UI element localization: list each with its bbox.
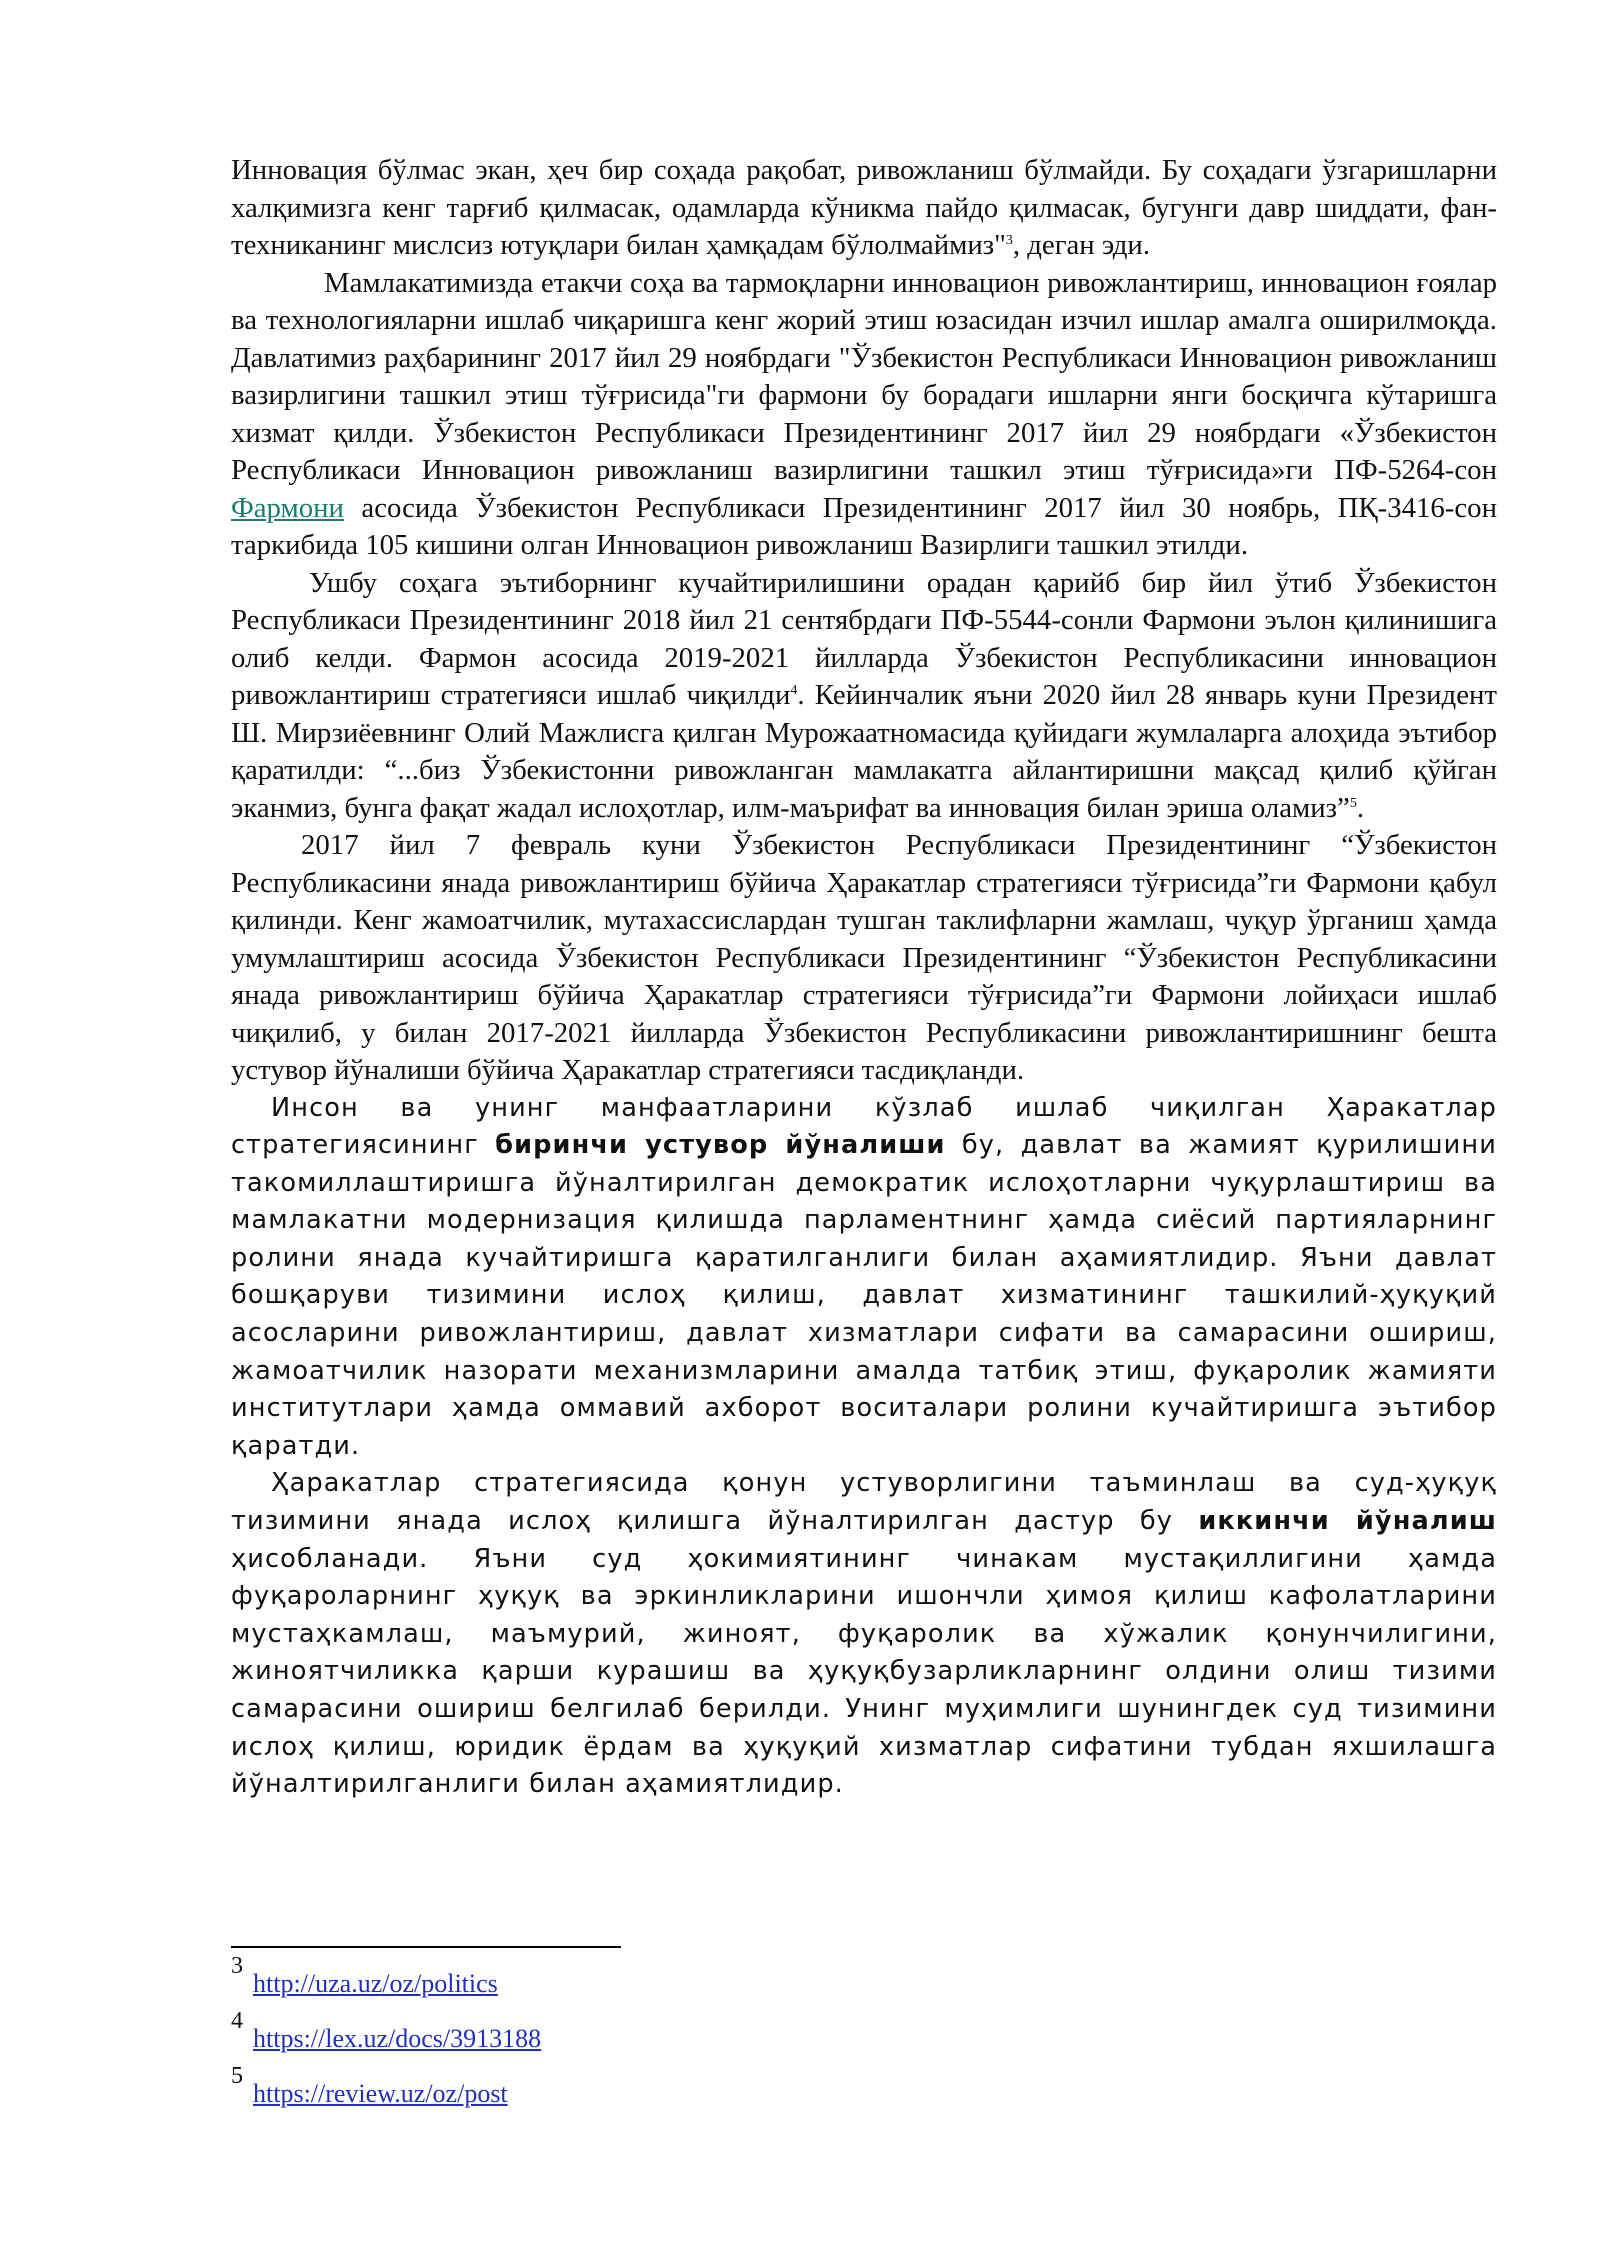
paragraph-text: Инсон ва унинг манфаатларини кўзлаб ишлаб чиқилган Ҳаракатлар стратегиясининг: [231, 1092, 1497, 1161]
paragraph-5: [231, 1090, 1497, 1466]
footnote-link[interactable]: https://lex.uz/docs/3913188: [253, 2024, 542, 2053]
footnote-link[interactable]: https://review.uz/oz/post: [253, 2079, 508, 2108]
decree-link[interactable]: Фармони: [231, 491, 344, 524]
paragraph-text: Ҳаракатлар стратегиясида қонун устуворлигини таъминлаш ва суд-ҳуқуқ тизимини янада ислоҳ қилишга йўналтирилган дастур бу: [231, 1468, 1497, 1537]
paragraph-text: , деган эди.: [1012, 229, 1151, 261]
paragraph-6: [231, 1465, 1497, 1803]
footnote-number: 4: [231, 2008, 243, 2034]
paragraph-text: бу, давлат ва жамият қурилишини такомиллаштиришга йўналтирилган демократик ислоҳотларни чуқурлаштириш ва мамлакатни модернизация қилишда парламентнинг ҳамда сиёсий партияларнинг ролини янада кучайтиришга қаратилганлиги билан аҳамиятлидир. Яъни давлат бошқаруви тизимини ислоҳ қилиш, давлат хизматининг ташкилий-ҳуқуқий асосларини ривожлантириш, давлат хизматлари сифати ва самарасини ошириш, жамоатчилик назорати механизмларини амалда татбиқ этиш, фуқаролик жамияти институтлари ҳамда оммавий ахборот воситалари ролини кучайтиришга эътибор қаратди.: [231, 1130, 1497, 1461]
paragraph-text: асосида Ўзбекистон Республикаси Президентининг 2017 йил 30 ноябрь, ПҚ-3416-сон таркибида 105 кишини олган Инновацион ривожланиш Вазирлиги ташкил этилди.: [231, 491, 1497, 561]
paragraph-text: Ушбу соҳага эътиборнинг кучайтирилишини орадан қарийб бир йил ўтиб Ўзбекистон Республикаси Президентининг 2018 йил 21 сентябрдаги ПФ-5544-сонли Фармони эълон қилинишига олиб келди. Фармон асосида 2019-2021 йилларда Ўзбекистон Республикасини инновацион ривожлантириш стратегияси ишлаб чиқилди: [231, 566, 1497, 711]
paragraph-4: [231, 827, 1497, 1090]
footnote-ref-3[interactable]: 3: [1005, 233, 1013, 248]
footnote-separator: [231, 1946, 621, 1948]
paragraph-text: ҳисобланади. Яъни суд ҳокимиятининг чинакам мустақиллигини ҳамда фуқароларнинг ҳуқуқ ва эркинликларини ишончли ҳимоя қилиш кафолатларини мустаҳкамлаш, маъмурий, жиноят, фуқаролик ва хўжалик қонунчилигини, жиноятчиликка қарши курашиш ва ҳуқуқбузарликларнинг олдини олиш тизими самарасини ошириш белгилаб берилди. Унинг муҳимлиги шунингдек суд тизимини ислоҳ қилиш, юридик ёрдам ва ҳуқуқий хизматлар сифатини тубдан яхшилашга йўналтирилганлиги билан аҳамиятлидир.: [231, 1543, 1497, 1800]
paragraph-text: .: [1356, 791, 1365, 824]
paragraph-2: [231, 265, 1497, 565]
paragraph-text: Мамлакатимизда етакчи соҳа ва тармоқларни инновацион ривожлантириш, инновацион ғоялар ва технологияларни ишлаб чиқаришга кенг жорий этиш юзасидан изчил ишлар амалга оширилмоқда. Давлатимиз раҳбарининг 2017 йил 29 ноябрдаги "Ўзбекистон Республикаси Инновацион ривожланиш вазирлигини ташкил этиш тўғрисида"ги фармони бу борадаги ишларни янги босқичга кўтаришга хизмат қилди. Ўзбекистон Республикаси Президентининг 2017 йил 29 ноябрдаги «Ўзбекистон Республикаси Инновацион ривожланиш вазирлигини ташкил этиш тўғрисида»ги ПФ-5264-сон: [231, 266, 1497, 486]
paragraph-text: Инновация бўлмас экан, ҳеч бир соҳада рақобат, ривожланиш бўлмайди. Бу соҳадаги ўзгаришларни халқимизга кенг тарғиб қилмасак, одамларда кўникма пайдо қилмасак, бугунги давр шиддати, фан-техниканинг мислсиз ютуқлари билан ҳамқадам бўлолмаймиз": [231, 154, 1497, 261]
footnote-number: 3: [231, 1953, 243, 1979]
bold-phrase: иккинчи йўналиш: [1198, 1506, 1498, 1537]
document-body: [231, 152, 1497, 1804]
footnote-number: 5: [231, 2063, 243, 2089]
paragraph-text: 2017 йил 7 февраль куни Ўзбекистон Республикаси Президентининг “Ўзбекистон Республикасини янада ривожлантириш бўйича Ҳаракатлар стратегияси тўғрисида”ги Фармони қабул қилинди. Кенг жамоатчилик, мутахассислардан тушган таклифларни жамлаш, чуқур ўрганиш ҳамда умумлаштириш асосида Ўзбекистон Республикаси Президентининг “Ўзбекистон Республикасини янада ривожлантириш бўйича Ҳаракатлар стратегияси тўғрисида”ги Фармони лойиҳаси ишлаб чиқилиб, у билан 2017-2021 йилларда Ўзбекистон Республикасини ривожлантиришнинг бешта устувор йўналиши бўйича Ҳаракатлар стратегияси тасдиқланди.: [231, 829, 1497, 1086]
paragraph-3: [231, 565, 1497, 828]
paragraph-1: [231, 152, 1497, 265]
footnote-ref-4[interactable]: 4: [790, 683, 798, 698]
bold-phrase: биринчи устувор йўналиши: [495, 1130, 946, 1161]
paragraph-text: . Кейинчалик яъни 2020 йил 28 январь куни Президент Ш. Мирзиёевнинг Олий Мажлисга қилган Мурожаатномасида қуйидаги жумлаларга алоҳида эътибор қаратилди: “...биз Ўзбекистонни ривожланган мамлакатга айлантиришни мақсад қилиб қўйган эканмиз, бунга фақат жадал ислоҳотлар, илм-маърифат ва инновация билан эриша оламиз”: [231, 679, 1497, 824]
footnote-link[interactable]: http://uza.uz/oz/politics: [253, 1969, 498, 1998]
footnote-ref-5[interactable]: 5: [1349, 795, 1357, 811]
